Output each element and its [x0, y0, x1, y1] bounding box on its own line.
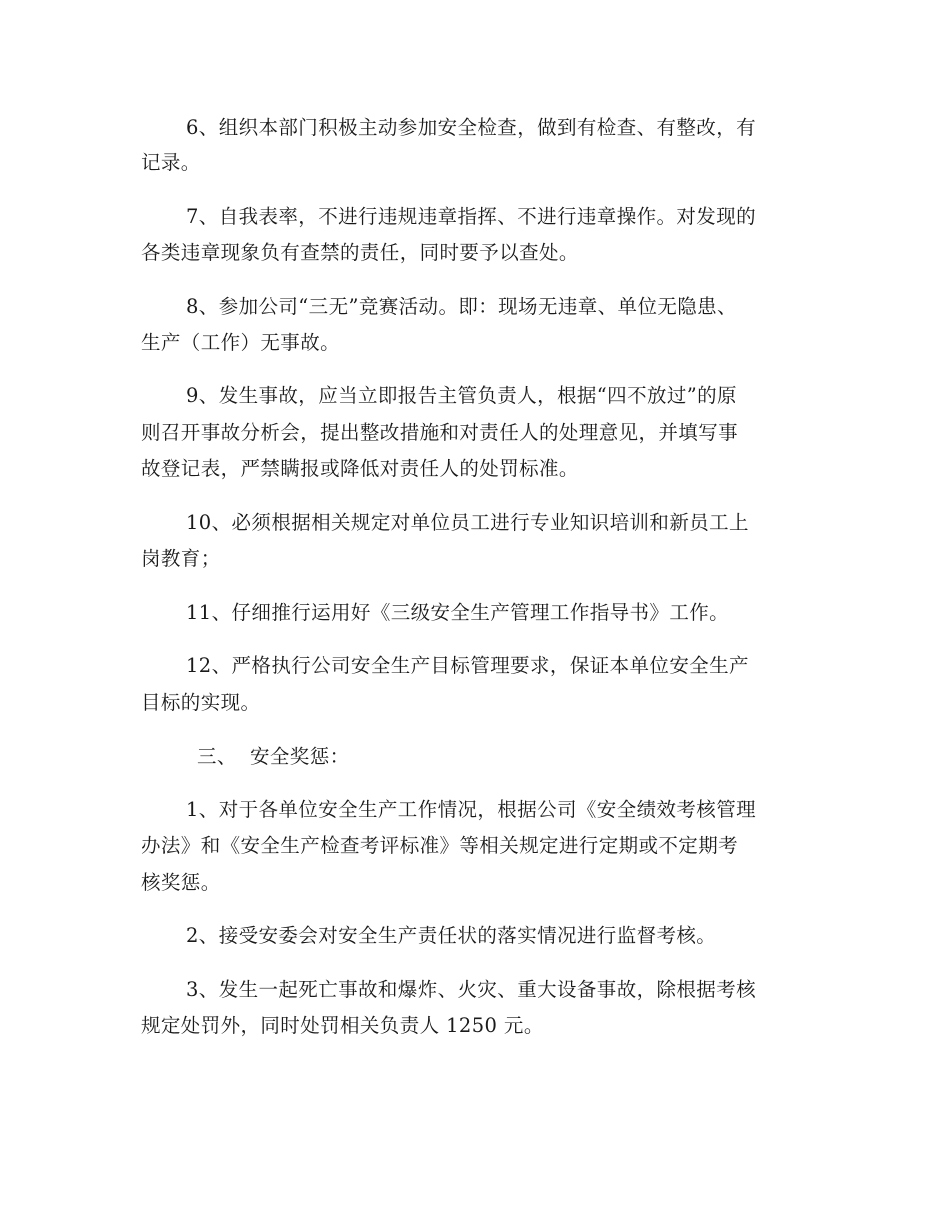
item-12-line-1: 12、严格执行公司安全生产目标管理要求，保证本单位安全生产 — [186, 654, 749, 677]
item-12-line-2: 目标的实现。 — [141, 691, 261, 714]
item-9-line-1: 9、发生事故，应当立即报告主管负责人，根据“四不放过”的原 — [186, 384, 737, 407]
item-8-line-1: 8、参加公司“三无”竞赛活动。即：现场无违章、单位无隐患、 — [186, 295, 737, 318]
item-7-line-2: 各类违章现象负有查禁的责任，同时要予以查处。 — [141, 241, 579, 264]
item-7-line-1: 7、自我表率，不进行违规违章指挥、不进行违章操作。对发现的 — [186, 205, 757, 228]
section-item-1-line-3: 核奖惩。 — [141, 871, 221, 894]
item-9-line-3: 故登记表，严禁瞒报或降低对责任人的处罚标准。 — [141, 457, 579, 480]
item-10-line-2: 岗教育； — [141, 547, 221, 570]
item-6-line-2: 记录。 — [141, 151, 201, 174]
section-item-1-line-1: 1、对于各单位安全生产工作情况，根据公司《安全绩效考核管理 — [186, 798, 757, 821]
section-item-3-line-1: 3、发生一起死亡事故和爆炸、火灾、重大设备事故，除根据考核 — [186, 978, 757, 1001]
item-11-line-1: 11、仔细推行运用好《三级安全生产管理工作指导书》工作。 — [186, 601, 730, 624]
item-8-line-2: 生产（工作）无事故。 — [141, 331, 341, 354]
section-item-2-line-1: 2、接受安委会对安全生产责任状的落实情况进行监督考核。 — [186, 924, 717, 947]
section-item-1-line-2: 办法》和《安全生产检查考评标准》等相关规定进行定期或不定期考 — [141, 834, 739, 857]
item-6-line-1: 6、组织本部门积极主动参加安全检查，做到有检查、有整改，有 — [186, 116, 757, 139]
item-10-line-1: 10、必须根据相关规定对单位员工进行专业知识培训和新员工上 — [186, 511, 749, 534]
section-heading-rewards-penalties: 三、 安全奖惩： — [197, 745, 350, 768]
item-9-line-2: 则召开事故分析会，提出整改措施和对责任人的处理意见，并填写事 — [141, 421, 739, 444]
section-item-3-line-2: 规定处罚外，同时处罚相关负责人 1250 元。 — [141, 1014, 544, 1037]
